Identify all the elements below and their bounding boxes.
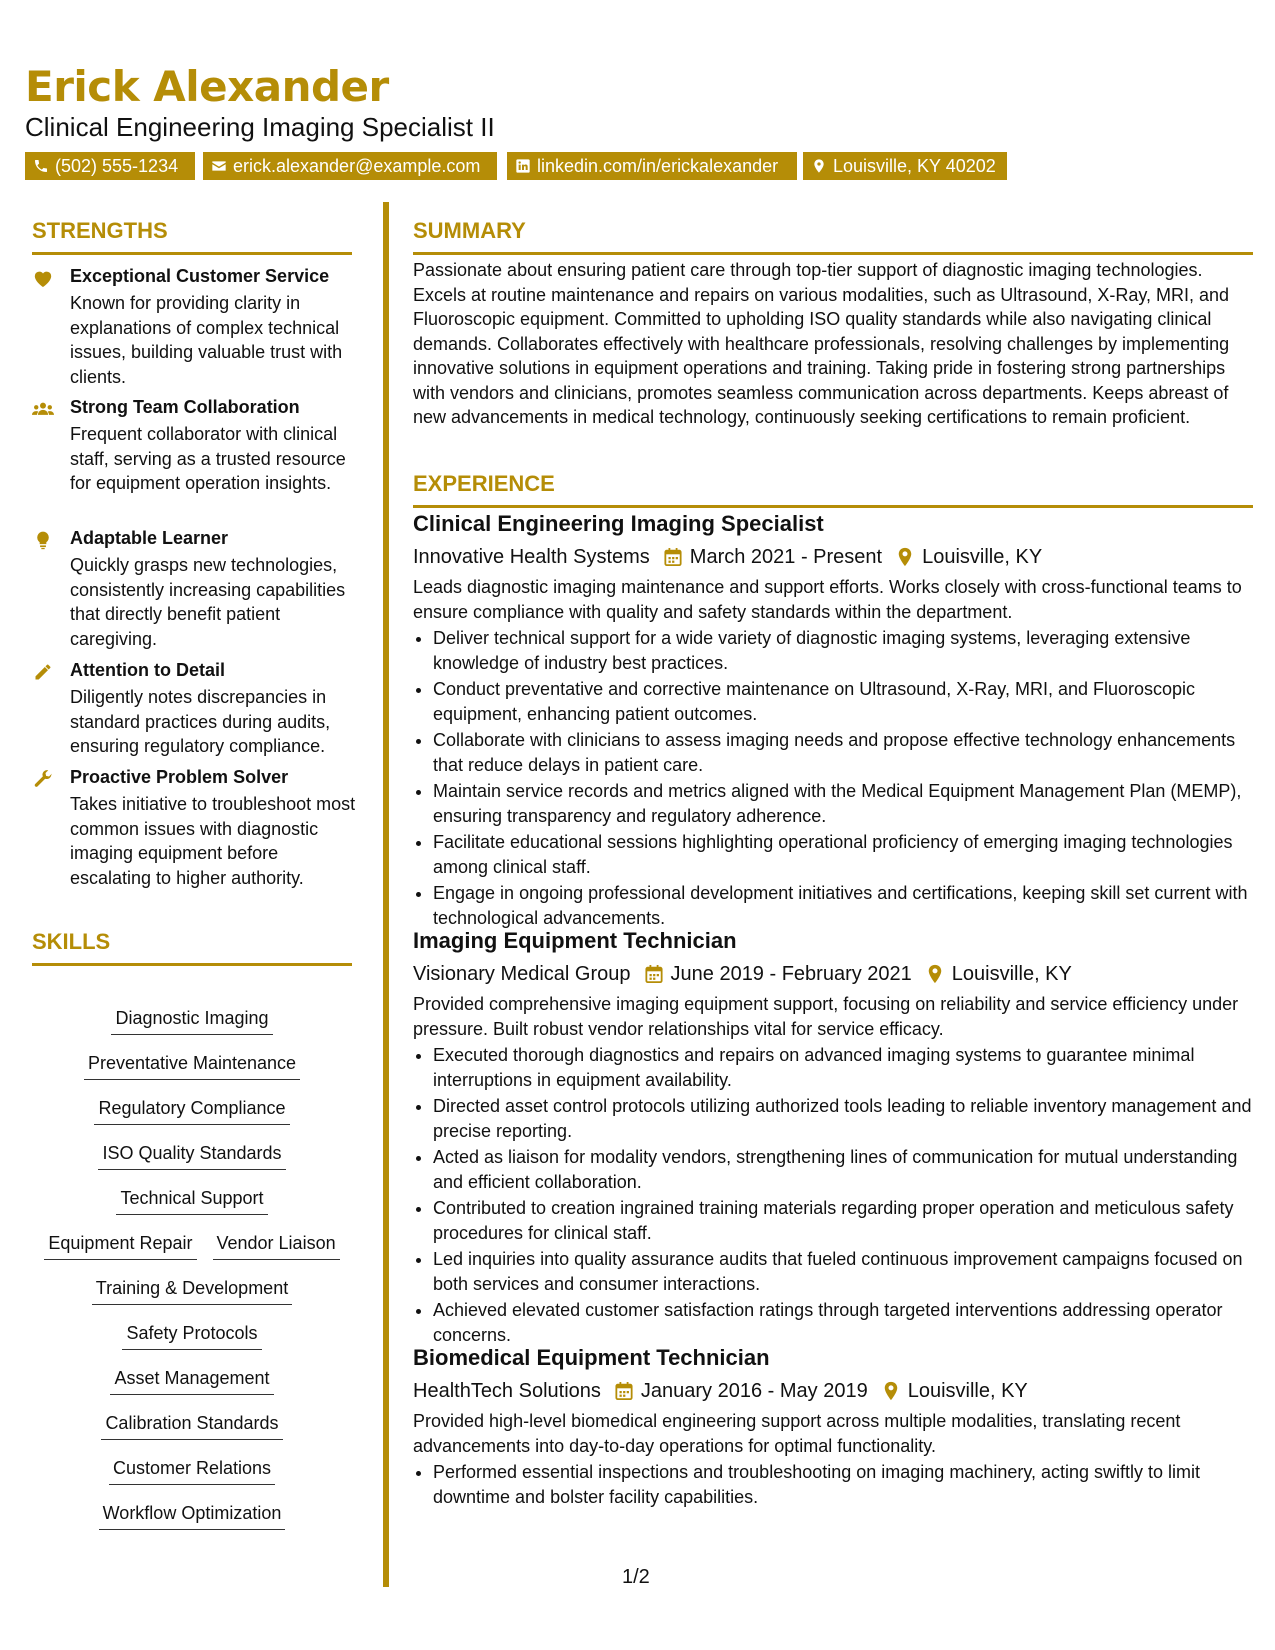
location-pin-icon (896, 547, 914, 567)
job-company: Visionary Medical Group (413, 962, 631, 985)
job-bullet: • Performed essential inspections and troubleshooting on imaging machinery, acting swiftly to limit downtime and bolster facility capabilities. (433, 1460, 1253, 1509)
job-bullet: • Deliver technical support for a wide variety of diagnostic imaging systems, leveraging extensive knowledge of industry best practices. (433, 626, 1253, 675)
skill-tag: Customer Relations (109, 1455, 275, 1485)
job-bullets (413, 626, 1253, 930)
job-bullet: • Collaborate with clinicians to assess imaging needs and propose effective technology enhancements that reduce delays in patient care. (433, 728, 1253, 777)
experience-heading: EXPERIENCE (413, 471, 1253, 508)
skill-row (32, 1005, 352, 1050)
skills-heading: SKILLS (32, 929, 352, 966)
contact-email-text: erick.alexander@example.com (233, 156, 481, 176)
skills-list (32, 1005, 352, 1545)
job-location: Louisville, KY (922, 545, 1043, 568)
job-bullet: • Conduct preventative and corrective maintenance on Ultrasound, X-Ray, MRI, and Fluoroscopic equipment, enhancing patient outcomes. (433, 677, 1253, 726)
skill-tag: Diagnostic Imaging (111, 1005, 272, 1035)
wrench-icon (32, 769, 54, 789)
location-pin-icon (926, 964, 944, 984)
skill-row (32, 1275, 352, 1320)
job-bullet: • Contributed to creation ingrained training materials regarding proper operation and meticulous safety procedures for clinical staff. (433, 1196, 1253, 1245)
job-bullet: • Maintain service records and metrics aligned with the Medical Equipment Management Plan (MEMP), ensuring transparency and regulatory adherence. (433, 779, 1253, 828)
page-number: 1/2 (622, 1566, 650, 1588)
skill-row (32, 1365, 352, 1410)
job-bullet: • Directed asset control protocols utilizing authorized tools leading to reliable inventory management and precise reporting. (433, 1094, 1253, 1143)
skill-tag: Workflow Optimization (99, 1500, 286, 1530)
calendar-icon (664, 547, 682, 567)
skill-row (32, 1095, 352, 1140)
contact-linkedin[interactable] (507, 152, 797, 180)
skill-tag: Equipment Repair (44, 1230, 196, 1260)
job-company: HealthTech Solutions (413, 1379, 601, 1402)
job-title: Biomedical Equipment Technician (413, 1345, 770, 1370)
job-dates: June 2019 - February 2021 (670, 962, 912, 985)
contact-phone-text: (502) 555-1234 (55, 156, 179, 176)
column-divider (383, 202, 389, 1587)
job-dates: March 2021 - Present (689, 545, 883, 568)
summary-text: Passionate about ensuring patient care through top-tier support of diagnostic imaging technologies. Excels at routine maintenance and repairs on various modalities, such as Ultrasound, X-Ray, MRI, and Fluoroscopic equipment. Committed to upholding ISO quality standards while also navigating clinical demands. Collaborates effectively with healthcare professionals, resolving challenges by implementing innovative solutions in equipment operations and training. Taking pride in fostering strong partnerships with vendors and clinicians, promotes seamless communication across departments. Keeps abreast of new advancements in medical technology, continuously seeking certifications to remain proficient. (413, 260, 1230, 427)
skill-row (32, 1140, 352, 1185)
linkedin-icon (515, 158, 531, 174)
job-title: Clinical Engineering Imaging Specialist (413, 511, 824, 536)
skill-tag: Calibration Standards (101, 1410, 282, 1440)
job-bullet: • Acted as liaison for modality vendors, strengthening lines of communication for mutual understanding and efficient collaboration. (433, 1145, 1253, 1194)
strength-description: Diligently notes discrepancies in standard practices during audits, ensuring regulatory compliance. (70, 687, 331, 756)
phone-icon (33, 158, 49, 174)
users-icon (32, 399, 54, 419)
contact-linkedin-text: linkedin.com/in/erickalexander (537, 156, 779, 176)
strength-title: Exceptional Customer Service (70, 266, 330, 286)
strength-item (32, 397, 352, 507)
job-bullet: • Engage in ongoing professional development initiatives and certifications, keeping skill set current with technological advancements. (433, 881, 1253, 930)
strength-title: Attention to Detail (70, 660, 225, 680)
contact-location (803, 152, 1007, 180)
contact-phone[interactable] (25, 152, 195, 180)
strength-item (32, 767, 356, 902)
strength-description: Frequent collaborator with clinical staff, serving as a trusted resource for equipment operation insights. (70, 424, 346, 493)
strength-description: Known for providing clarity in explanations of complex technical issues, building valuable trust with clients. (70, 293, 343, 387)
job-description: Provided comprehensive imaging equipment support, focusing on reliability and service efficiency under pressure. Built robust vendor relationships vital for service efficacy. (413, 994, 1239, 1039)
calendar-icon (645, 964, 663, 984)
strength-item (32, 528, 352, 649)
skill-row (32, 1185, 352, 1230)
skill-row (32, 1230, 352, 1275)
skill-tag: Vendor Liaison (213, 1230, 340, 1260)
skill-tag: Technical Support (116, 1185, 267, 1215)
job-location: Louisville, KY (951, 962, 1072, 985)
strength-item (32, 266, 352, 387)
job-bullet: • Executed thorough diagnostics and repairs on advanced imaging systems to guarantee minimal interruptions in equipment availability. (433, 1043, 1253, 1092)
calendar-icon (615, 1381, 633, 1401)
pencil-icon (32, 662, 54, 682)
envelope-icon (211, 158, 227, 174)
job-meta (413, 541, 1253, 573)
job-title: Imaging Equipment Technician (413, 928, 737, 953)
skill-row (32, 1320, 352, 1365)
strength-description: Takes initiative to troubleshoot most common issues with diagnostic imaging equipment before escalating to higher authority. (70, 794, 356, 888)
strength-title: Strong Team Collaboration (70, 397, 300, 417)
job-location: Louisville, KY (907, 1379, 1028, 1402)
job-bullets (413, 1460, 1253, 1509)
job-description: Provided high-level biomedical engineering support across multiple modalities, translating recent advancements into day-to-day operations for optimal functionality. (413, 1411, 1181, 1456)
job-bullet: • Led inquiries into quality assurance audits that fueled continuous improvement campaigns focused on both services and consumer interactions. (433, 1247, 1253, 1296)
job-description: Leads diagnostic imaging maintenance and support efforts. Works closely with cross-functional teams to ensure compliance with quality and safety standards within the department. (413, 577, 1242, 622)
skill-row (32, 1410, 352, 1455)
skill-row (32, 1050, 352, 1095)
contact-location-text: Louisville, KY 40202 (833, 156, 996, 176)
job-company: Innovative Health Systems (413, 545, 650, 568)
job-meta (413, 1375, 1253, 1407)
strength-title: Proactive Problem Solver (70, 767, 289, 787)
location-pin-icon (811, 158, 827, 174)
skill-tag: Training & Development (92, 1275, 292, 1305)
job-bullet: • Achieved elevated customer satisfaction ratings through targeted interventions addressing operator concerns. (433, 1298, 1253, 1347)
job-meta (413, 958, 1253, 990)
strength-item (32, 660, 352, 756)
job-entry (413, 928, 1253, 1349)
skill-tag: Asset Management (110, 1365, 273, 1395)
job-entry (413, 511, 1253, 932)
job-bullets (413, 1043, 1253, 1347)
lightbulb-icon (32, 530, 54, 550)
skill-row (32, 1500, 352, 1545)
heart-icon (32, 268, 54, 288)
contact-email[interactable] (203, 152, 497, 180)
skill-tag: Safety Protocols (122, 1320, 261, 1350)
job-bullet: • Facilitate educational sessions highlighting operational proficiency of emerging imaging technologies among clinical staff. (433, 830, 1253, 879)
skill-tag: Preventative Maintenance (84, 1050, 300, 1080)
job-entry (413, 1345, 1253, 1511)
skill-row (32, 1455, 352, 1500)
job-dates: January 2016 - May 2019 (640, 1379, 868, 1402)
location-pin-icon (882, 1381, 900, 1401)
candidate-name: Erick Alexander (25, 62, 389, 111)
skill-tag: ISO Quality Standards (98, 1140, 285, 1170)
skill-tag: Regulatory Compliance (94, 1095, 289, 1125)
candidate-title: Clinical Engineering Imaging Specialist II (25, 112, 495, 142)
strength-title: Adaptable Learner (70, 528, 229, 548)
summary-heading: SUMMARY (413, 218, 1253, 255)
strengths-heading: STRENGTHS (32, 218, 352, 255)
strength-description: Quickly grasps new technologies, consistently increasing capabilities that directly benefit patient caregiving. (70, 555, 346, 649)
